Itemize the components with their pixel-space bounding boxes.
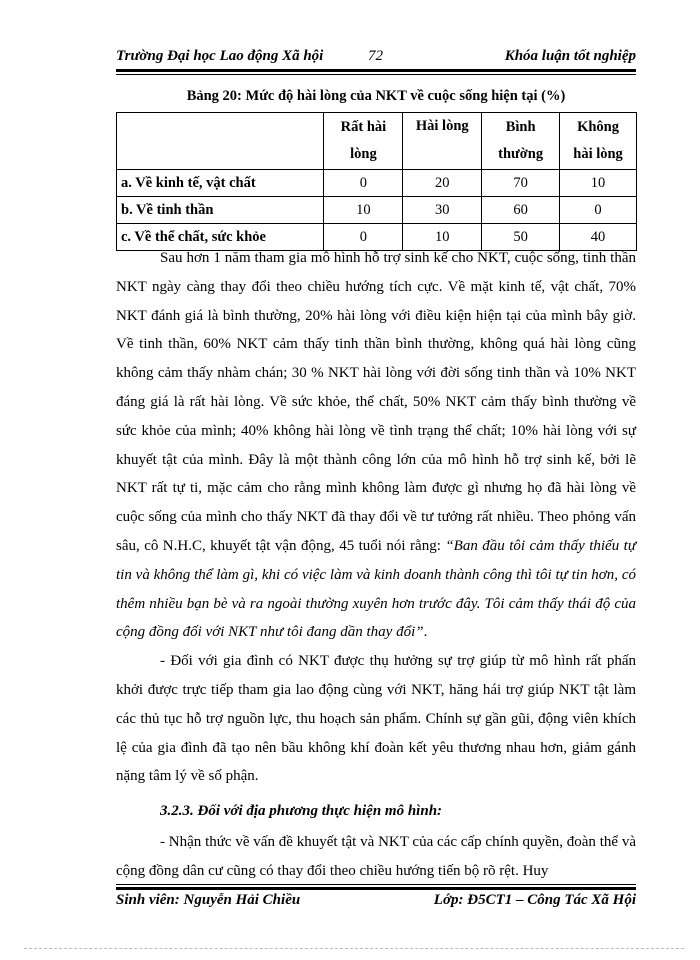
header-rule — [116, 69, 636, 75]
table-cell: 10 — [560, 170, 637, 197]
page-break-line — [24, 948, 684, 949]
table-cell: 70 — [482, 170, 560, 197]
school-name: Trường Đại học Lao động Xã hội — [116, 48, 324, 64]
column-header: Không hài lòng — [560, 113, 637, 170]
section-heading: 3.2.3. Đối với địa phương thực hiện mô hình: — [160, 803, 443, 820]
column-header: Hài lòng — [403, 113, 482, 170]
paragraph: - Nhận thức về vấn đề khuyết tật và NKT của các cấp chính quyền, đoàn thể và cộng đồng dân cư cũng có thay đổi theo chiều hướng tiến bộ rõ rệt. Huy — [116, 833, 636, 879]
column-header: Bình thường — [482, 113, 560, 170]
page-number: 72 — [368, 48, 383, 64]
table-cell: 20 — [403, 170, 482, 197]
footer-rule — [116, 884, 636, 890]
table-cell: 10 — [403, 224, 482, 251]
row-label: a. Về kinh tế, vật chất — [117, 170, 324, 197]
table-cell: 50 — [482, 224, 560, 251]
class-name: Lớp: Đ5CT1 – Công Tác Xã Hội — [433, 892, 636, 908]
body-text — [116, 244, 636, 886]
row-label: b. Về tinh thần — [117, 197, 324, 224]
row-label: c. Về thể chất, sức khỏe — [117, 224, 324, 251]
document-type: Khóa luận tốt nghiệp — [504, 48, 636, 64]
satisfaction-table — [116, 112, 637, 251]
table-cell: 10 — [324, 197, 403, 224]
table-cell: 0 — [324, 170, 403, 197]
paragraph: Sau hơn 1 năm tham gia mô hình hỗ trợ sinh kế cho NKT, cuộc sống, tinh thần NKT ngày càng thay đổi theo chiều hướng tích cực. Về mặt kinh tế, vật chất, 70% NKT đánh giá là bình thường, 20% hài lòng với điều kiện hiện tại của mình bây giờ. Về tinh thần, 60% NKT cảm thấy tinh thần bình thường, không quá hài lòng cũng không cảm thấy nhàm chán; 30 % NKT hài lòng với đời sống tinh thần và 10% NKT đáng giá là rất hài lòng. Về sức khỏe, thể chất, 50% NKT cảm thấy bình thường về sức khỏe của mình; 40% không hài lòng về tình trạng thể chất; 10% hài lòng với sự khuyết tật của mình. Đây là một thành công lớn của mô hình hỗ trợ sinh kế, bởi lẽ NKT rất tự ti, mặc cảm cho rằng mình không làm được gì nhưng họ đã hài lòng về cuộc sống của mình cho thấy NKT đã thay đổi về tư tưởng rất nhiều. Theo phỏng vấn sâu, cô N.H.C, khuyết tật vận động, 45 tuổi nói rằng: “Ban đầu tôi cảm thấy thiếu tự tin và không thể làm gì, khi có việc làm và kinh doanh thành công thì tôi tự tin hơn, có thêm nhiều bạn bè và ra ngoài thường xuyên hơn trước đây. Tôi cảm thấy thái độ của cộng đồng đối với NKT như tôi đang dần thay đổi”. — [116, 250, 637, 641]
interview-quote: “Ban đầu tôi cảm thấy thiếu tự tin và không thể làm gì, khi có việc làm và kinh doanh thành công thì tôi tự tin hơn, có thêm nhiều bạn bè và ra ngoài thường xuyên hơn trước đây. Tôi cảm thấy thái độ của cộng đồng đối với NKT như tôi đang dần thay đổi” — [116, 537, 637, 641]
table-cell: 30 — [403, 197, 482, 224]
student-name: Sinh viên: Nguyễn Hải Chiều — [116, 892, 301, 908]
table-corner-cell — [117, 113, 324, 170]
paragraph: - Đối với gia đình có NKT được thụ hưởng sự trợ giúp từ mô hình rất phấn khởi được trực tiếp tham gia lao động cùng với NKT, hăng hái trợ giúp NKT tật làm các thủ tục hỗ trợ nguồn lực, thu hoạch sản phẩm. Chính sự gần gũi, động viên khích lệ của gia đình đã tạo nên bầu không khí đoàn kết yêu thương nhau hơn, giảm gánh nặng tâm lý về số phận. — [116, 653, 636, 785]
table-cell: 60 — [482, 197, 560, 224]
table-cell: 0 — [560, 197, 637, 224]
table-caption: Bảng 20: Mức độ hài lòng của NKT về cuộc sống hiện tại (%) — [186, 88, 566, 104]
table-row — [117, 170, 637, 197]
column-header: Rất hài lòng — [324, 113, 403, 170]
table-header-row — [117, 113, 637, 170]
table-row — [117, 197, 637, 224]
table-cell: 40 — [560, 224, 637, 251]
table-cell: 0 — [324, 224, 403, 251]
